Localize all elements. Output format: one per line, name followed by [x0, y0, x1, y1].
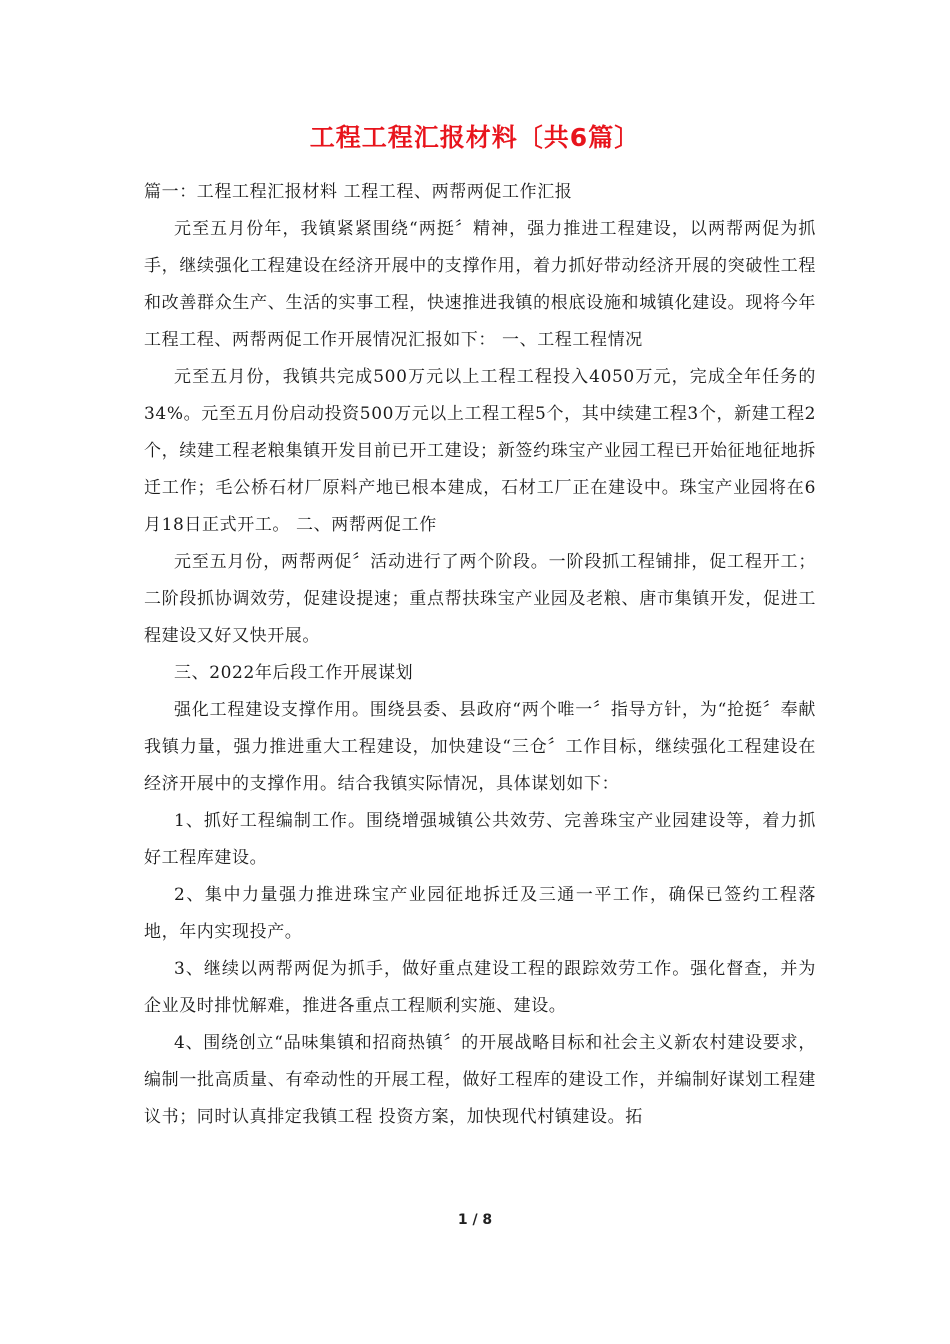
paragraph-7: 2、集中力量强力推进珠宝产业园征地拆迁及三通一平工作，确保已签约工程落地，年内实现投产。 — [144, 885, 816, 942]
paragraph-2: 元至五月份，我镇共完成500万元以上工程工程投入4050万元，完成全年任务的34%。元至五月份启动投资500万元以上工程工程5个，其中续建工程3个，新建工程2个，续建工程老粮集镇开发目前已开工建设；新签约珠宝产业园工程已开始征地征地拆迁工作；毛公桥石材厂原料产地已根本建成，石材工厂正在建设中。珠宝产业园将在6月18日正式开工。 二、两帮两促工作 — [144, 367, 816, 535]
paragraph-4: 三、2022年后段工作开展谋划 — [174, 663, 414, 683]
document-body — [144, 174, 816, 1136]
paragraph-5: 强化工程建设支撑作用。围绕县委、县政府“两个唯一〞指导方针，为“抢挺〞奉献我镇力量，强力推进重大工程建设，加快建设“三仓〞工作目标，继续强化工程建设在经济开展中的支撑作用。结合我镇实际情况，具体谋划如下： — [144, 700, 816, 794]
paragraph-3: 元至五月份，两帮两促〞活动进行了两个阶段。一阶段抓工程铺排，促工程开工；二阶段抓协调效劳，促建设提速；重点帮扶珠宝产业园及老粮、唐市集镇开发，促进工程建设又好又快开展。 — [144, 552, 816, 646]
paragraph-9: 4、围绕创立“品味集镇和招商热镇〞的开展战略目标和社会主义新农村建设要求，编制一批高质量、有牵动性的开展工程，做好工程库的建设工作，并编制好谋划工程建议书；同时认真排定我镇工程 投资方案，加快现代村镇建设。拓 — [144, 1033, 816, 1127]
paragraph-1: 元至五月份年，我镇紧紧围绕“两挺〞精神，强力推进工程建设，以两帮两促为抓手，继续强化工程建设在经济开展中的支撑作用，着力抓好带动经济开展的突破性工程和改善群众生产、生活的实事工程，快速推进我镇的根底设施和城镇化建设。现将今年工程工程、两帮两促工作开展情况汇报如下： 一、工程工程情况 — [144, 219, 816, 350]
page-number: 1 / 8 — [457, 1212, 493, 1228]
paragraph-8: 3、继续以两帮两促为抓手，做好重点建设工程的跟踪效劳工作。强化督查，并为企业及时排忧解难，推进各重点工程顺利实施、建设。 — [144, 959, 816, 1016]
paragraph-6: 1、抓好工程编制工作。围绕增强城镇公共效劳、完善珠宝产业园建设等，着力抓好工程库建设。 — [144, 811, 816, 868]
document-title: 工程工程汇报材料〔共6篇〕 — [309, 123, 641, 152]
section-heading: 篇一：工程工程汇报材料 工程工程、两帮两促工作汇报 — [144, 182, 573, 202]
